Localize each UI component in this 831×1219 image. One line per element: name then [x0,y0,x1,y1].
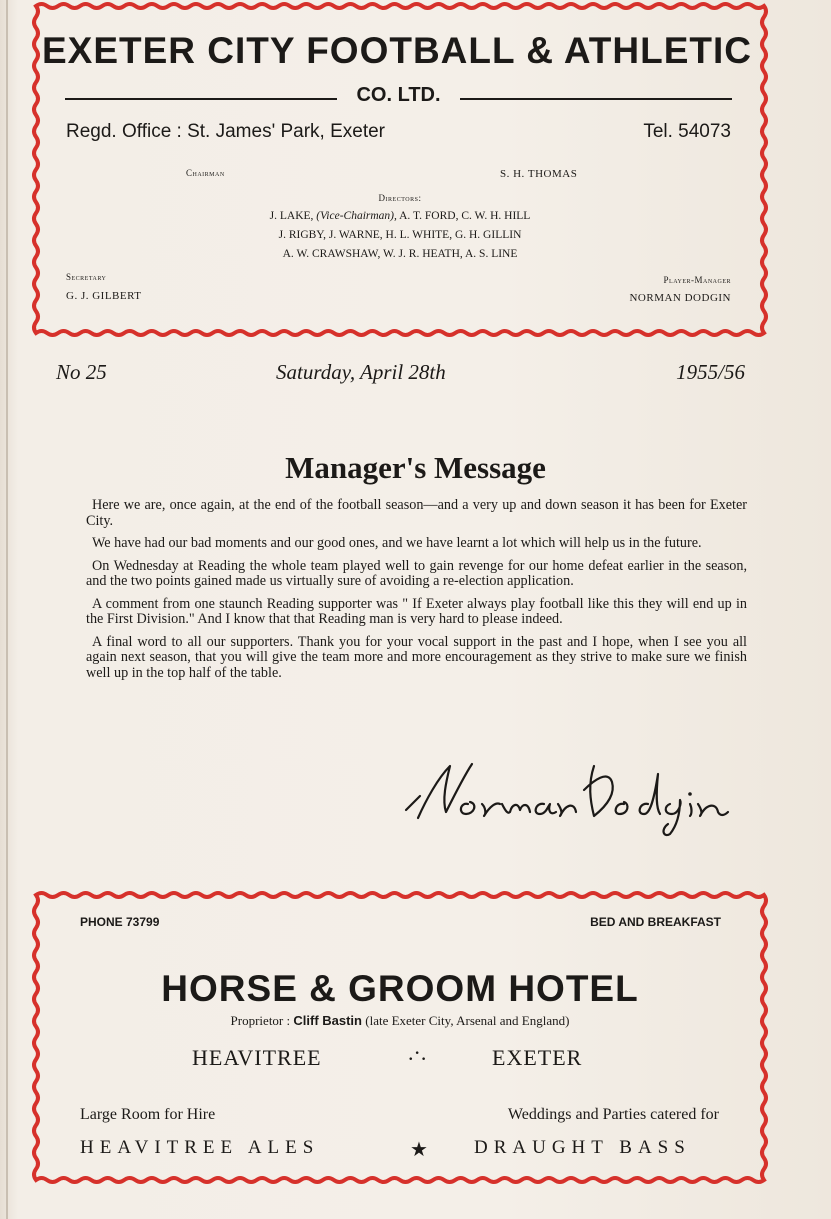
co-ltd: CO. LTD. [356,84,441,106]
town: HEAVITREE [192,1045,322,1070]
paragraph: We have had our bad moments and our good ones, and we have learnt a lot which will help us in the future. [92,535,702,551]
advert-phone: PHONE 73799 [80,915,160,929]
proprietor-line [0,1013,800,1029]
advert-bed-breakfast: BED AND BREAKFAST [590,915,721,929]
issue-number: No 25 [56,360,107,384]
secretary-label: Secretary [66,272,107,282]
hotel-name: HORSE & GROOM HOTEL [161,968,639,1009]
club-name: EXETER CITY FOOTBALL & ATHLETIC [41,30,753,71]
paragraph: On Wednesday at Reading the whole team played well to gain revenge for our home defeat earlier in the season, and the two points gained made us virtually sure of avoiding a re-election application. [86,557,747,589]
star-icon: ★ [410,1139,428,1161]
paragraph: A comment from one staunch Reading supporter was " If Exeter always play football like this they will end up in the First Division." And I know that that Reading man is very hard to please indeed. [86,595,747,627]
co-ltd-line [65,84,732,112]
proprietor-name: Cliff Bastin [293,1013,362,1028]
directors-rest: A. T. FORD, C. W. H. HILL [396,210,531,222]
proprietor-label: Proprietor : [230,1013,294,1028]
message-body [86,498,747,688]
heavitree-ales: HEAVITREE ALES [80,1137,320,1158]
telephone: Tel. 54073 [643,121,731,142]
manager-signature [398,760,743,840]
player-manager-name: NORMAN DODGIN [629,292,731,304]
player-manager-label: Player-Manager [663,275,731,285]
secretary-name: G. J. GILBERT [66,290,142,302]
proprietor-note: (late Exeter City, Arsenal and England) [362,1013,570,1028]
rule-right [460,98,732,100]
registered-office: Regd. Office : St. James' Park, Exeter [66,121,386,142]
message-title: Manager's Message [285,450,546,485]
paragraph: Here we are, once again, at the end of the football season—and a very up and down season it has been for Exeter City. [86,497,747,529]
directors-line-2: J. RIGBY, J. WARNE, H. L. WHITE, G. H. GILLIN [278,229,522,241]
paragraph: A final word to all our supporters. Thank you for your vocal support in the past and I hope, when I see you all again next season, that you will give the team more and more encouragement as they strive to make sure we finish well up in the top half of the table. [86,633,747,681]
season: 1955/56 [676,360,745,384]
issue-date: Saturday, April 28th [276,360,446,384]
directors-line-3: A. W. CRAWSHAW, W. J. R. HEATH, A. S. LINE [282,248,518,260]
directors-label: Directors: [378,193,422,203]
chairman-name: S. H. THOMAS [500,168,578,180]
weddings: Weddings and Parties catered for [507,1106,719,1123]
dots: .·. [408,1040,427,1065]
director-lake: J. LAKE, [269,210,317,222]
vice-chairman-note: (Vice-Chairman), [316,210,397,222]
city: EXETER [492,1045,583,1070]
room-for-hire: Large Room for Hire [80,1106,216,1123]
draught-bass: DRAUGHT BASS [474,1137,691,1158]
chairman-label: Chairman [186,168,225,178]
directors-line-1 [150,207,650,226]
